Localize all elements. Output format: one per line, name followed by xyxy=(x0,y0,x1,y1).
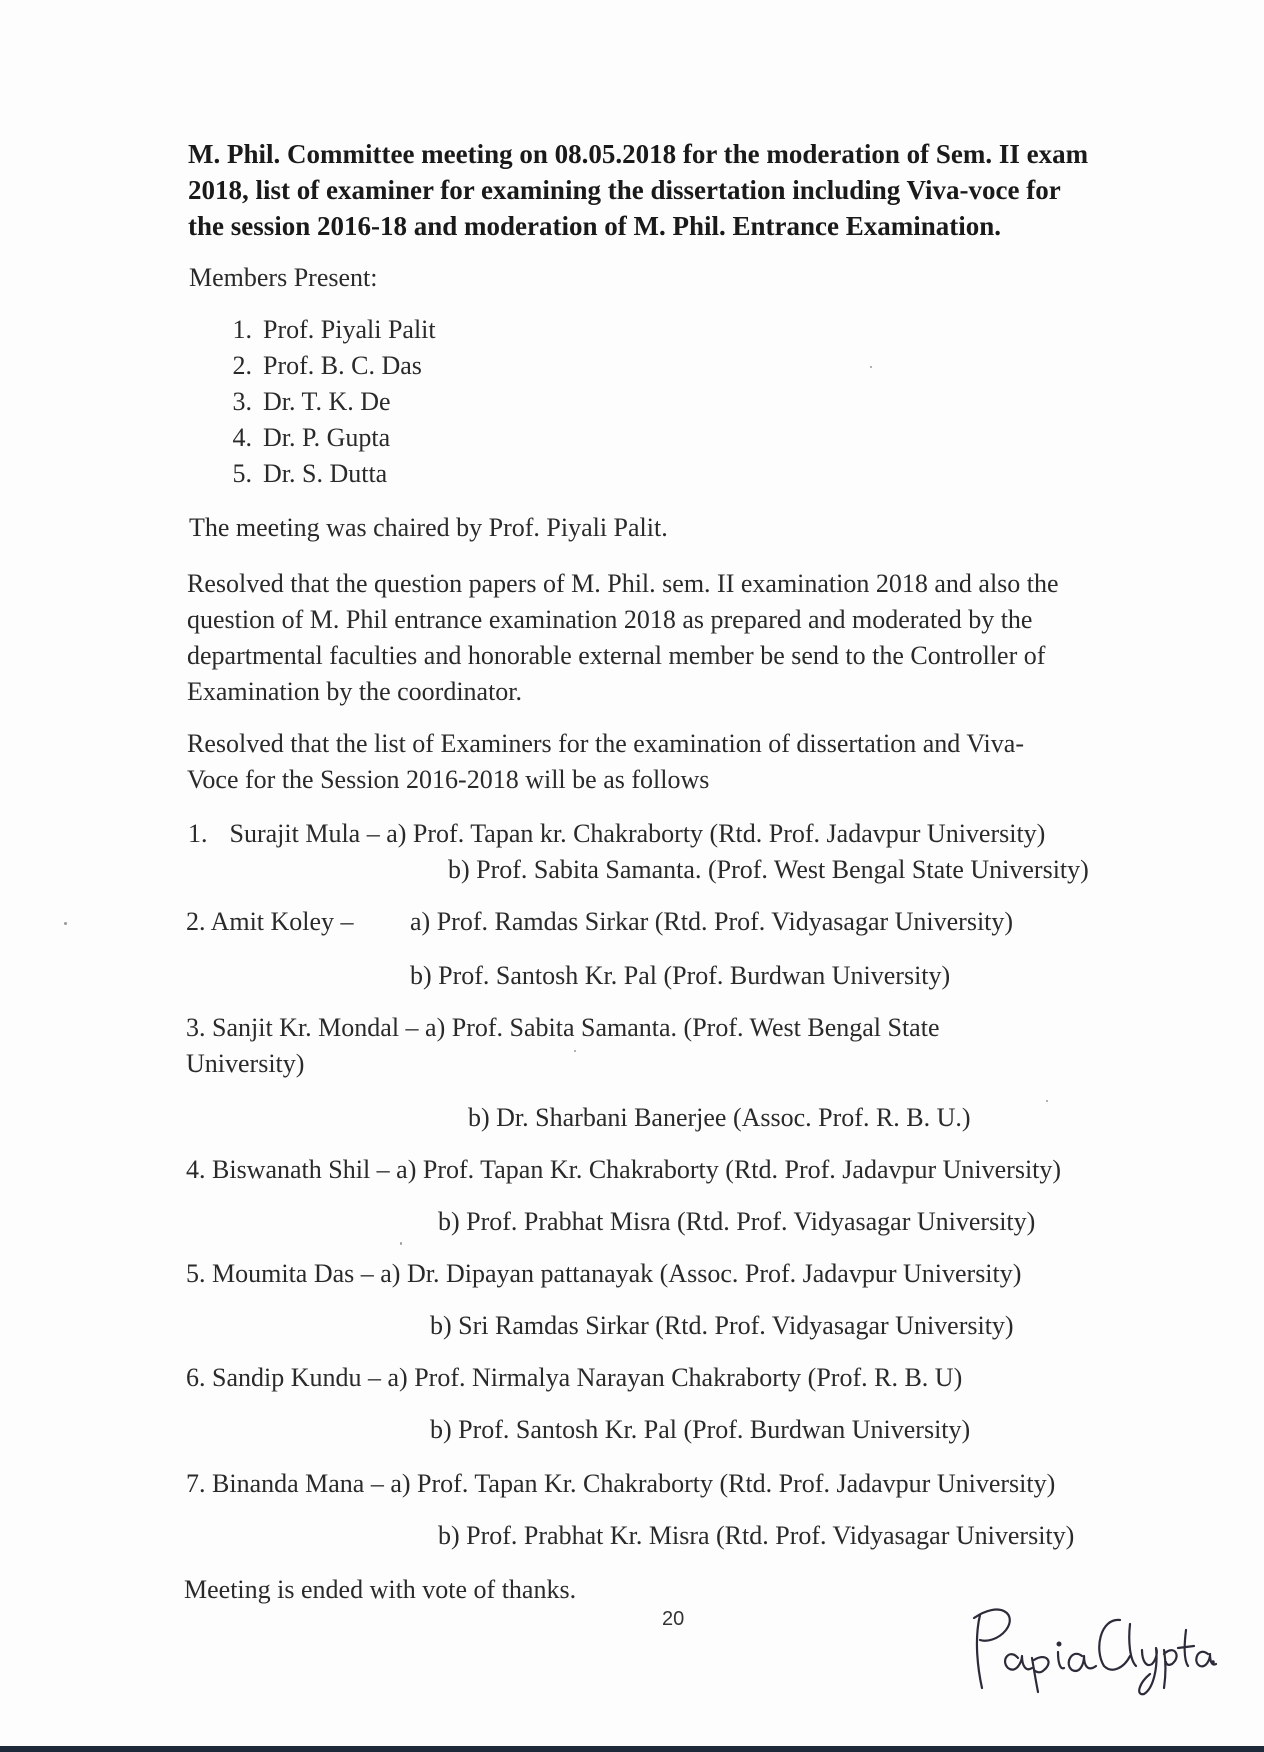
member-number: 2. xyxy=(232,351,252,380)
member-item xyxy=(216,456,387,492)
examiner-a: 7. Binanda Mana – a) Prof. Tapan Kr. Chakraborty (Rtd. Prof. Jadavpur University) xyxy=(186,1469,1056,1498)
member-item xyxy=(216,420,390,456)
examiner-a-continued: University) xyxy=(186,1049,305,1078)
signature xyxy=(960,1570,1220,1700)
members-present-label: Members Present: xyxy=(189,263,378,292)
examiner-a: a) Prof. Tapan kr. Chakraborty (Rtd. Prof. Jadavpur University) xyxy=(386,819,1046,848)
member-name: Dr. S. Dutta xyxy=(263,459,388,488)
examiner-b: b) Sri Ramdas Sirkar (Rtd. Prof. Vidyasagar University) xyxy=(430,1311,1014,1340)
resolution-examiners xyxy=(187,726,1177,798)
examiner-entry xyxy=(188,816,1045,852)
member-name: Prof. Piyali Palit xyxy=(263,315,436,344)
meeting-heading xyxy=(188,136,1168,244)
resolution-question-papers xyxy=(187,566,1177,710)
closing-statement: Meeting is ended with vote of thanks. xyxy=(184,1575,577,1604)
member-item xyxy=(216,384,391,420)
heading-line-2: 2018, list of examiner for examining the dissertation including Viva-voce for xyxy=(188,175,1061,205)
member-number: 5. xyxy=(232,459,252,488)
scan-speck xyxy=(1046,1100,1048,1102)
resolution-line: Examination by the coordinator. xyxy=(187,677,523,706)
examiner-a: 5. Moumita Das – a) Dr. Dipayan pattanayak (Assoc. Prof. Jadavpur University) xyxy=(186,1259,1022,1288)
examiner-a: 4. Biswanath Shil – a) Prof. Tapan Kr. Chakraborty (Rtd. Prof. Jadavpur University) xyxy=(186,1155,1062,1184)
examiner-b: b) Prof. Prabhat Misra (Rtd. Prof. Vidyasagar University) xyxy=(438,1207,1036,1236)
examiner-b: b) Prof. Sabita Samanta. (Prof. West Bengal State University) xyxy=(448,855,1089,884)
scan-speck xyxy=(870,366,872,368)
examiner-b: b) Dr. Sharbani Banerjee (Assoc. Prof. R. B. U.) xyxy=(468,1103,971,1132)
resolution-line: departmental faculties and honorable external member be send to the Controller of xyxy=(187,641,1046,670)
heading-line-1: M. Phil. Committee meeting on 08.05.2018 for the moderation of Sem. II exam xyxy=(188,139,1089,169)
member-name: Dr. P. Gupta xyxy=(263,423,391,452)
member-item xyxy=(216,348,422,384)
examiner-b: b) Prof. Santosh Kr. Pal (Prof. Burdwan University) xyxy=(410,961,951,990)
scan-bottom-edge xyxy=(0,1746,1264,1752)
examiner-a: 3. Sanjit Kr. Mondal – a) Prof. Sabita Samanta. (Prof. West Bengal State xyxy=(186,1013,940,1042)
member-item xyxy=(216,312,436,348)
resolution-line: Resolved that the list of Examiners for the examination of dissertation and Viva- xyxy=(187,729,1024,758)
member-number: 4. xyxy=(232,423,252,452)
resolution-line: Resolved that the question papers of M. Phil. sem. II examination 2018 and also the xyxy=(187,569,1059,598)
resolution-line: Voce for the Session 2016-2018 will be as follows xyxy=(187,765,710,794)
examiner-b: b) Prof. Prabhat Kr. Misra (Rtd. Prof. Vidyasagar University) xyxy=(438,1521,1075,1550)
page-number: 20 xyxy=(662,1608,685,1630)
member-name: Dr. T. K. De xyxy=(263,387,391,416)
member-number: 1. xyxy=(232,315,252,344)
examiner-a: a) Prof. Ramdas Sirkar (Rtd. Prof. Vidyasagar University) xyxy=(410,907,1014,936)
member-number: 3. xyxy=(232,387,252,416)
scan-speck xyxy=(64,922,67,925)
examiner-number: 1. xyxy=(188,819,208,848)
candidate-name: 2. Amit Koley – xyxy=(186,907,354,936)
examiner-a: 6. Sandip Kundu – a) Prof. Nirmalya Narayan Chakraborty (Prof. R. B. U) xyxy=(186,1363,963,1392)
heading-line-3: the session 2016-18 and moderation of M. Phil. Entrance Examination. xyxy=(188,211,1002,241)
scan-speck xyxy=(574,1050,576,1052)
candidate-name: Surajit Mula – xyxy=(229,819,380,848)
scan-speck xyxy=(400,1242,402,1245)
member-name: Prof. B. C. Das xyxy=(263,351,422,380)
examiner-b: b) Prof. Santosh Kr. Pal (Prof. Burdwan University) xyxy=(430,1415,971,1444)
chaired-statement: The meeting was chaired by Prof. Piyali Palit. xyxy=(189,513,668,542)
resolution-line: question of M. Phil entrance examination 2018 as prepared and moderated by the xyxy=(187,605,1033,634)
